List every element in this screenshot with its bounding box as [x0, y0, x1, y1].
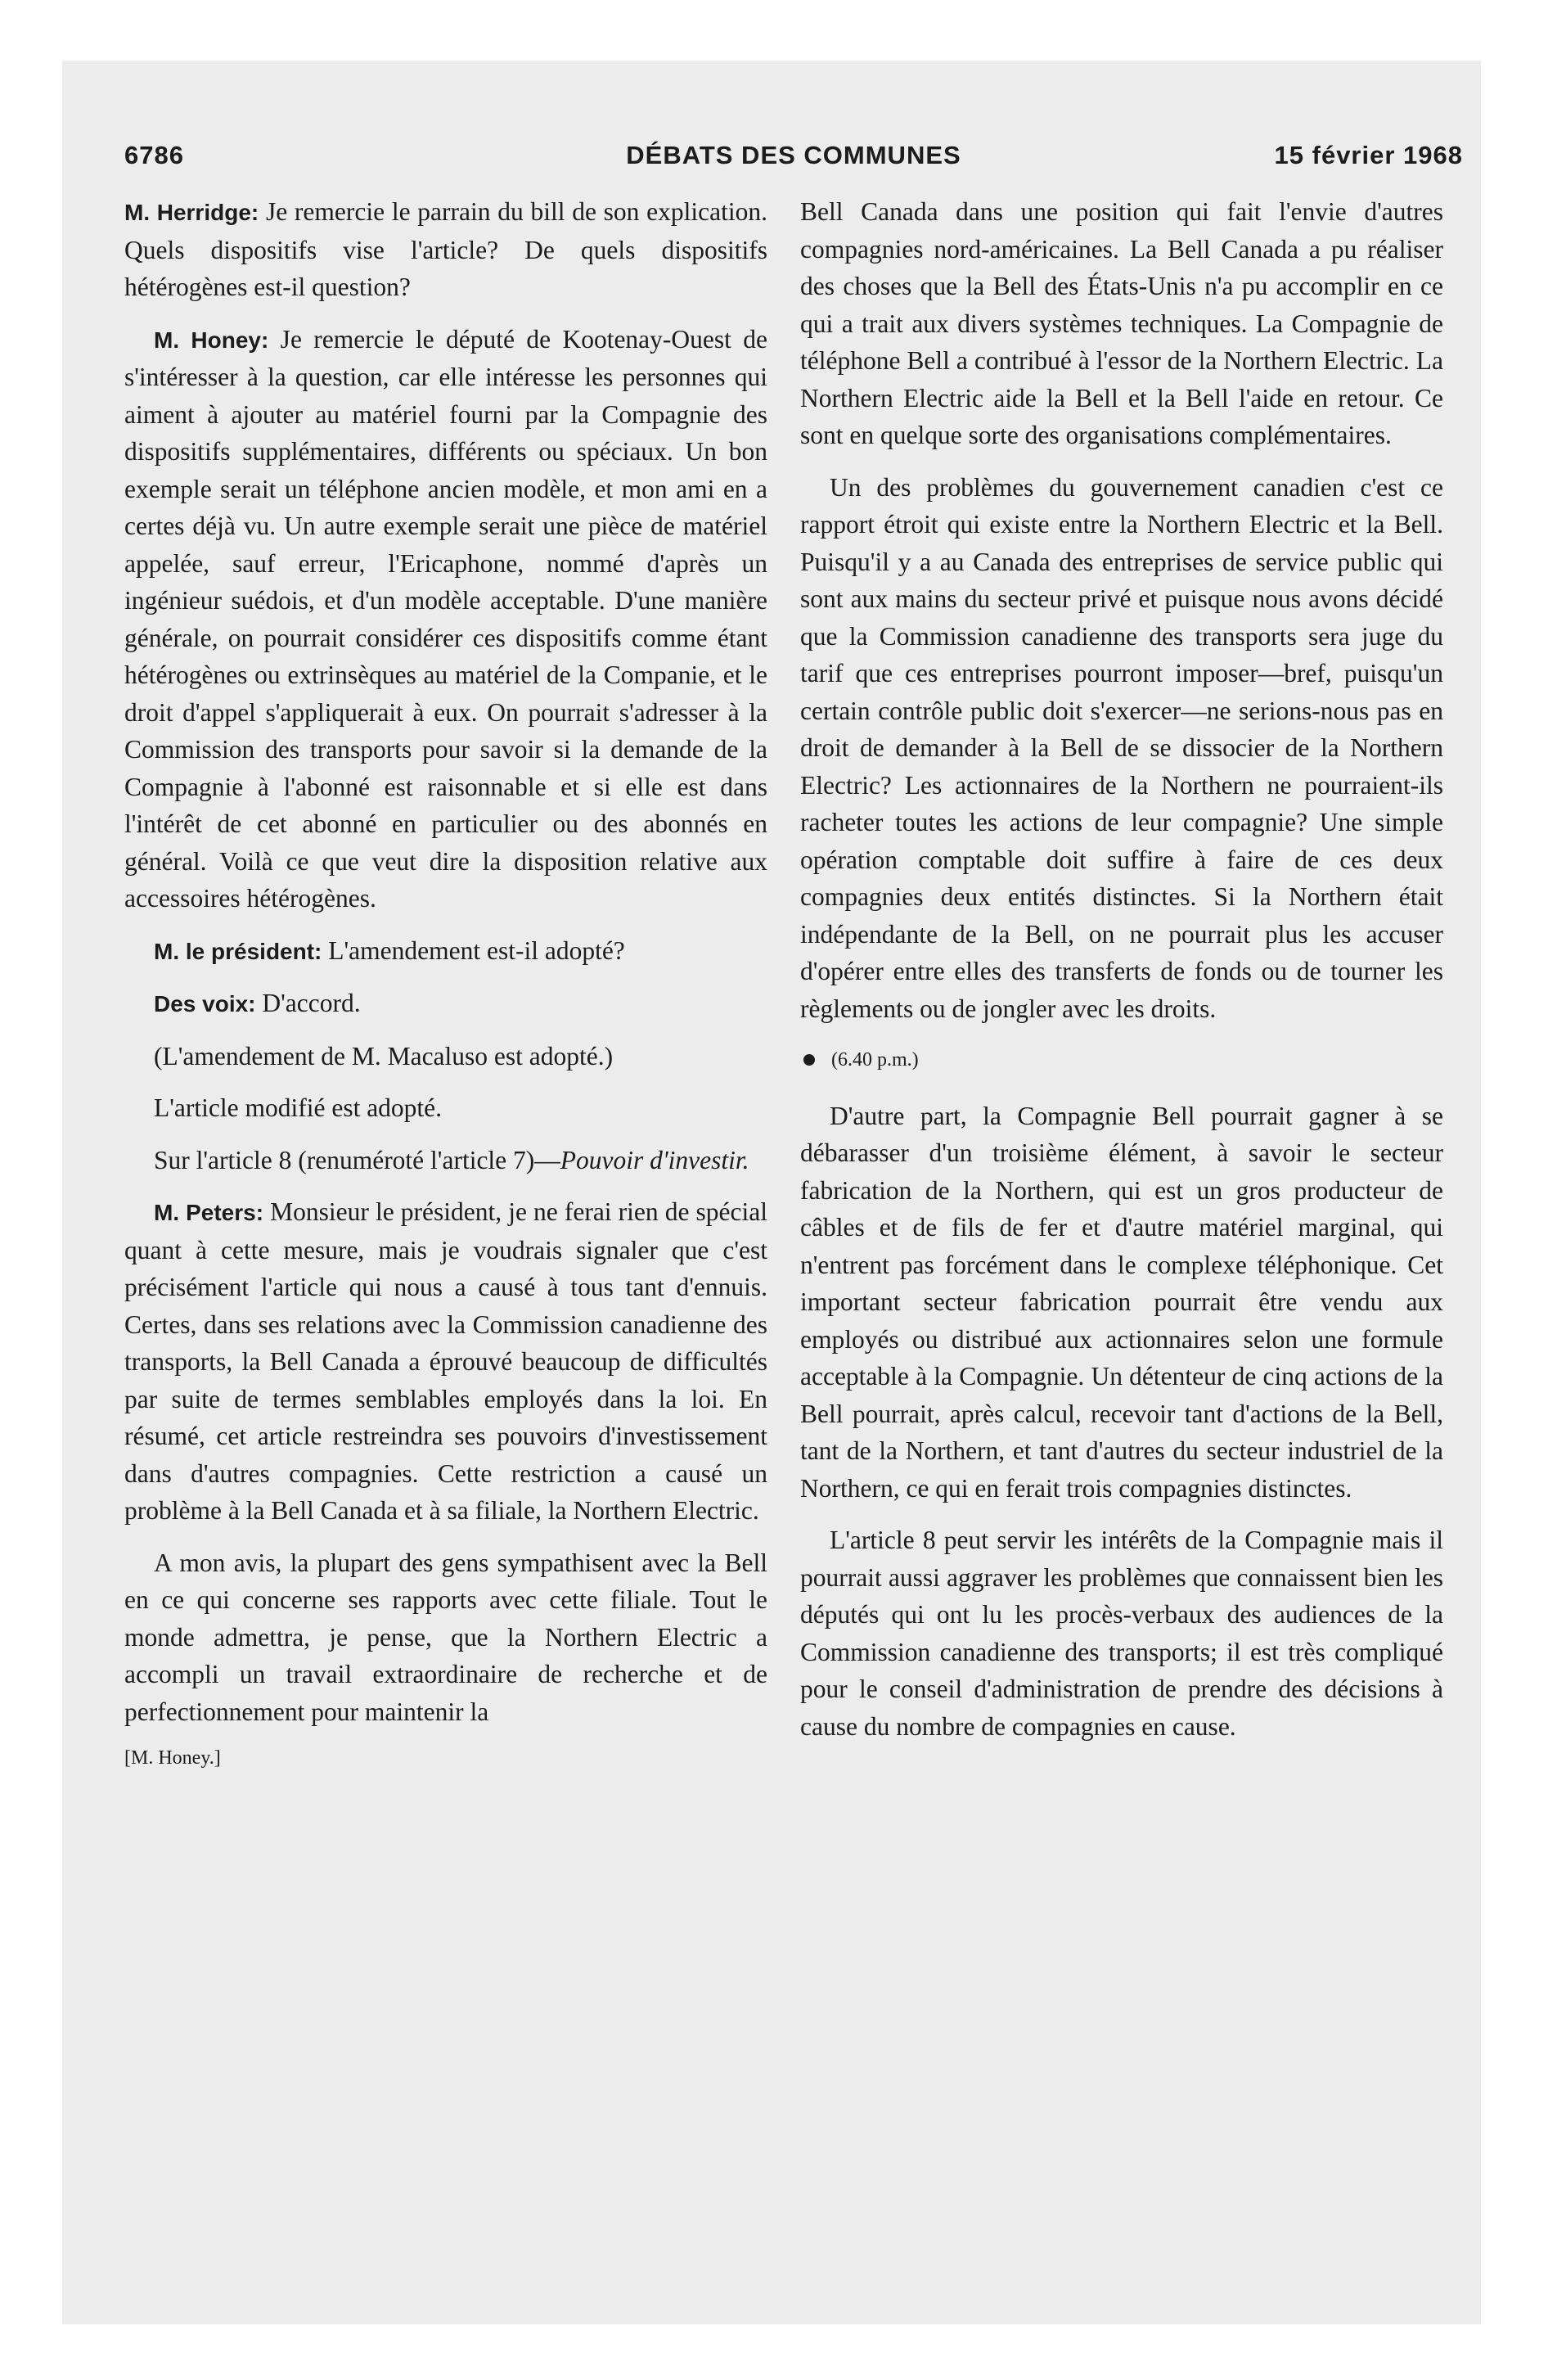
speech-text: L'amendement est-il adopté?: [322, 935, 625, 965]
paragraph-problem: Un des problèmes du gouvernement canadien c'est ce rapport étroit qui existe entre la Northern Electric et la Bell. Puisqu'il y a au Canada des entreprises de service public qui sont aux mains du secteur privé et puisque nous avons décidé que la Commission canadienne des transports sera juge du tarif que ces entreprises pourront imposer—bref, puisqu'un certain contrôle public doit s'exercer—ne serions-nous pas en droit de demander à la Bell de se dissocier de la Northern Electric? Les actionnaires de la Northern ne pourraient-ils racheter toutes les actions de leur compagnie? Une simple opération comptable doit suffire à faire de ces deux compagnies deux entités distinctes. Si la Northern était indépendante de la Bell, on ne pourrait plus les accuser d'opérer entre elles des transferts de fonds ou de tourner les règlements ou de jongler avec les droits.: [800, 472, 1443, 1023]
time-text: (6.40 p.m.): [831, 1049, 919, 1071]
speech-text: Je remercie le parrain du bill de son explication. Quels dispositifs vise l'article? De quels dispositifs hétérogènes est-il question?: [124, 197, 767, 301]
paragraph-continued: Bell Canada dans une position qui fait l'envie d'autres compagnies nord-américaines. La Bell Canada a pu réaliser des choses que la Bell des États-Unis n'a pu accomplir en ce qui a trait aux divers systèmes techniques. La Compagnie de téléphone Bell a contribué à l'essor de la Northern Electric. La Northern Electric aide la Bell et la Bell l'aide en retour. Ce sont en quelque sorte des organisations complémentaires.: [800, 197, 1443, 449]
speech-text: Je remercie le député de Kootenay-Ouest de s'intéresser à la question, car elle intéresse les personnes qui aiment à ajouter au matériel fourni par la Compagnie des dispositifs supplémentaires, différents ou spéciaux. Un bon exemple serait un téléphone ancien modèle, et mon ami en a certes déjà vu. Un autre exemple serait une pièce de matériel appelée, sauf erreur, l'Ericaphone, nommé d'après un ingénieur suédois, et d'un modèle acceptable. D'une manière générale, on pourrait considérer ces dispositifs comme étant hétérogènes ou extrinsèques au matériel de la Companie, et le droit d'appel s'appliquerait à eux. On pourrait s'adresser à la Commission des transports pour savoir si la demande de la Compagnie à l'abonné est raisonnable et si elle est dans l'intérêt de cet abonné en particulier ou des abonnés en général. Voilà ce que veut dire la disposition relative aux accessoires hétérogènes.: [124, 324, 768, 913]
paragraph-article-8-heading: [124, 1142, 767, 1179]
speech-text: D'accord.: [255, 989, 361, 1017]
speaker-footnote: [M. Honey.]: [124, 1747, 221, 1769]
paragraph-article-adopted: L'article modifié est adopté.: [154, 1093, 443, 1122]
paragraph-voices: [124, 985, 767, 1023]
speaker-name: M. Honey:: [154, 327, 269, 353]
paragraph-president: [124, 932, 767, 971]
bullet-icon: [803, 1054, 815, 1066]
paragraph-article-8: L'article 8 peut servir les intérêts de la Compagnie mais il pourrait aussi aggraver les problèmes que connaissent bien les députés qui ont lu les procès-verbaux des audiences de la Commission canadienne des transports; il est très compliqué pour le conseil d'administration de prendre des décisions à cause du nombre de compagnies en cause.: [800, 1526, 1443, 1741]
right-column: [800, 193, 1443, 1760]
speaker-name: M. le président:: [154, 938, 322, 964]
left-column: [124, 193, 767, 1792]
paragraph-honey: [124, 321, 767, 917]
page-date: 15 février 1968: [1274, 141, 1463, 169]
speech-text: Monsieur le président, je ne ferai rien de spécial quant à cette mesure, mais je voudrais signaler que c'est précisément l'article qui nous a causé à tous tant d'ennuis. Certes, dans ses relations avec la Commission canadienne des transports, la Bell Canada a éprouvé beaucoup de difficultés par suite de termes semblables employés dans la loi. En résumé, cet article restreindra ses pouvoirs d'investissement dans d'autres compagnies. Cette restriction a causé un problème à la Bell Canada et à sa filiale, la Northern Electric.: [124, 1197, 767, 1525]
paragraph-amendment-adopted: (L'amendement de M. Macaluso est adopté.): [154, 1041, 614, 1071]
running-title: DÉBATS DES COMMUNES: [626, 141, 961, 169]
article-heading-text: Sur l'article 8 (renuméroté l'article 7)—: [154, 1145, 560, 1174]
time-stamp: [800, 1042, 1443, 1080]
paragraph-other-side: D'autre part, la Compagnie Bell pourrait gagner à se débarasser d'un troisième élément, à savoir le secteur fabrication de la Northern, qui est un gros producteur de câbles et de fils de fer et d'autre matériel marginal, qui n'entrent pas forcément dans le complexe téléphonique. Cet important secteur fabrication pourrait être vendu aux employés ou distribué aux actionnaires selon une formule acceptable à la Compagnie. Un détenteur de cinq actions de la Bell pourrait, après calcul, recevoir tant d'actions de la Bell, tant de la Northern, et tant d'autres du secteur industriel de la Northern, ce qui en ferait trois compagnies distinctes.: [800, 1101, 1443, 1503]
speaker-name: M. Herridge:: [124, 200, 259, 225]
paragraph-peters: [124, 1193, 767, 1530]
page-header: [124, 141, 1463, 174]
paragraph-peters-continued: A mon avis, la plupart des gens sympathisent avec la Bell en ce qui concerne ses rapports avec cette filiale. Tout le monde admettra, je pense, que la Northern Electric a accompli un travail extraordinaire de recherche et de perfectionnement pour maintenir la: [124, 1548, 767, 1726]
article-heading-italic: Pouvoir d'investir.: [560, 1145, 749, 1174]
paragraph-herridge: [124, 193, 767, 306]
page-number: 6786: [124, 141, 184, 169]
speaker-name: Des voix:: [154, 991, 256, 1016]
speaker-name: M. Peters:: [154, 1200, 264, 1225]
